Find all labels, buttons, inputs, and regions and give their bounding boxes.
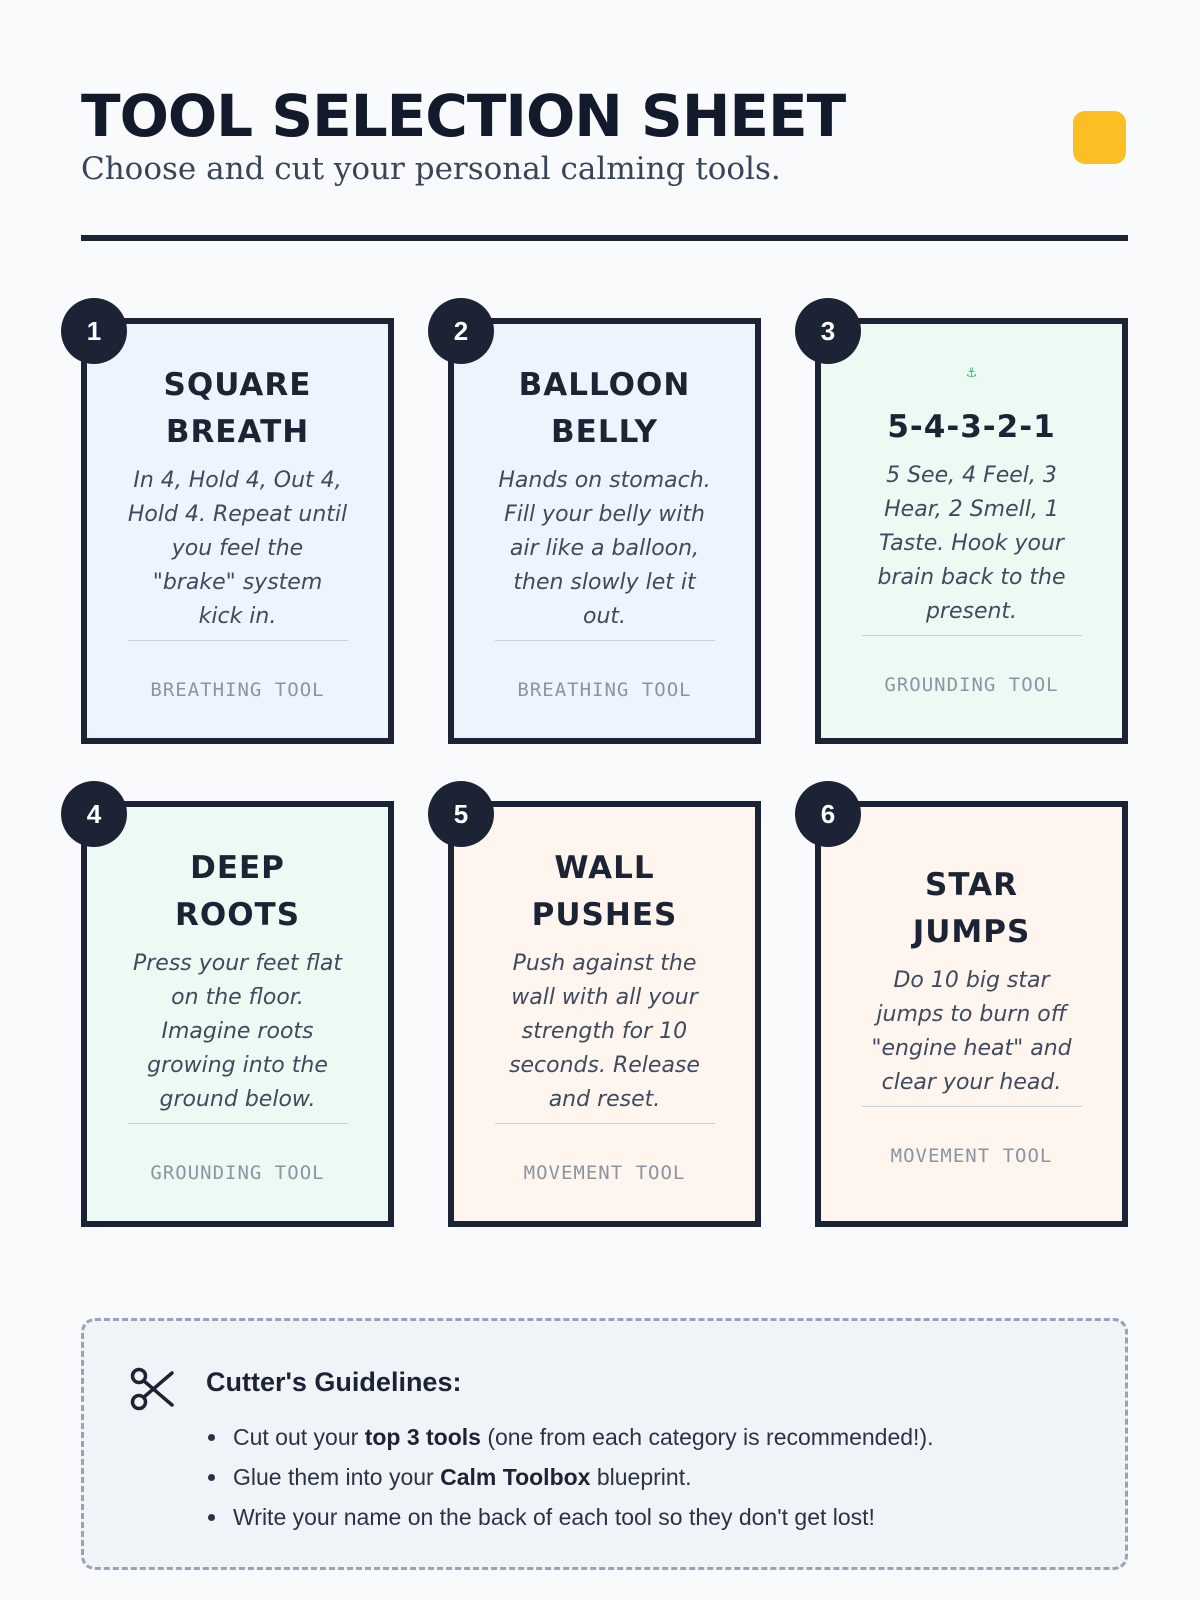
tool-card-deep-roots <box>81 801 394 1227</box>
card-category-tag: MOVEMENT TOOL <box>523 1161 686 1184</box>
card-description: Press your feet flat on the floor. Imagine roots growing into the ground below. <box>128 947 348 1124</box>
guideline-item: Glue them into your Calm Toolbox blueprint. <box>206 1457 934 1497</box>
card-title: STAR JUMPS <box>912 866 1031 950</box>
page-title: TOOL SELECTION SHEET <box>81 82 846 150</box>
card-description: Do 10 big star jumps to burn off "engine heat" and clear your head. <box>862 964 1082 1107</box>
card-number-badge: 1 <box>61 298 127 364</box>
card-description: 5 See, 4 Feel, 3 Hear, 2 Smell, 1 Taste. Hook your brain back to the present. <box>862 459 1082 636</box>
card-title: WALL PUSHES <box>531 849 678 933</box>
corner-badge <box>1073 111 1126 164</box>
page-subtitle: Choose and cut your personal calming tools. <box>81 151 781 187</box>
scissors-icon <box>128 1365 176 1413</box>
tool-card-square-breath <box>81 318 394 744</box>
card-number-badge: 5 <box>428 781 494 847</box>
anchor-icon: ⚓ <box>965 365 978 380</box>
card-number-badge: 6 <box>795 781 861 847</box>
tool-card-star-jumps <box>815 801 1128 1227</box>
card-category-tag: GROUNDING TOOL <box>884 674 1059 696</box>
tool-card-5-4-3-2-1 <box>815 318 1128 744</box>
card-title: BALLOON BELLY <box>518 366 691 450</box>
guidelines-list <box>206 1417 934 1537</box>
card-description: Push against the wall with all your strength for 10 seconds. Release and reset. <box>495 947 715 1124</box>
card-category-tag: MOVEMENT TOOL <box>890 1144 1053 1167</box>
card-category-tag: BREATHING TOOL <box>150 678 325 701</box>
card-number-badge: 2 <box>428 298 494 364</box>
card-category-tag: GROUNDING TOOL <box>150 1161 325 1184</box>
cutter-guidelines-box <box>81 1318 1128 1570</box>
card-title: DEEP ROOTS <box>174 849 301 933</box>
card-category-tag: BREATHING TOOL <box>517 678 692 701</box>
header <box>81 84 1128 188</box>
card-number-badge: 3 <box>795 298 861 364</box>
card-number-badge: 4 <box>61 781 127 847</box>
card-description: Hands on stomach. Fill your belly with air like a balloon, then slowly let it out. <box>495 464 715 641</box>
guideline-item: Cut out your top 3 tools (one from each category is recommended!). <box>206 1417 934 1457</box>
tool-card-balloon-belly <box>448 318 761 744</box>
card-title: SQUARE BREATH <box>163 366 312 450</box>
card-description: In 4, Hold 4, Out 4, Hold 4. Repeat until you feel the "brake" system kick in. <box>128 464 348 641</box>
tool-card-wall-pushes <box>448 801 761 1227</box>
card-title: 5-4-3-2-1 <box>887 409 1056 445</box>
guideline-item: Write your name on the back of each tool so they don't get lost! <box>206 1497 934 1537</box>
guidelines-title: Cutter's Guidelines: <box>206 1367 462 1397</box>
header-divider <box>81 235 1128 241</box>
